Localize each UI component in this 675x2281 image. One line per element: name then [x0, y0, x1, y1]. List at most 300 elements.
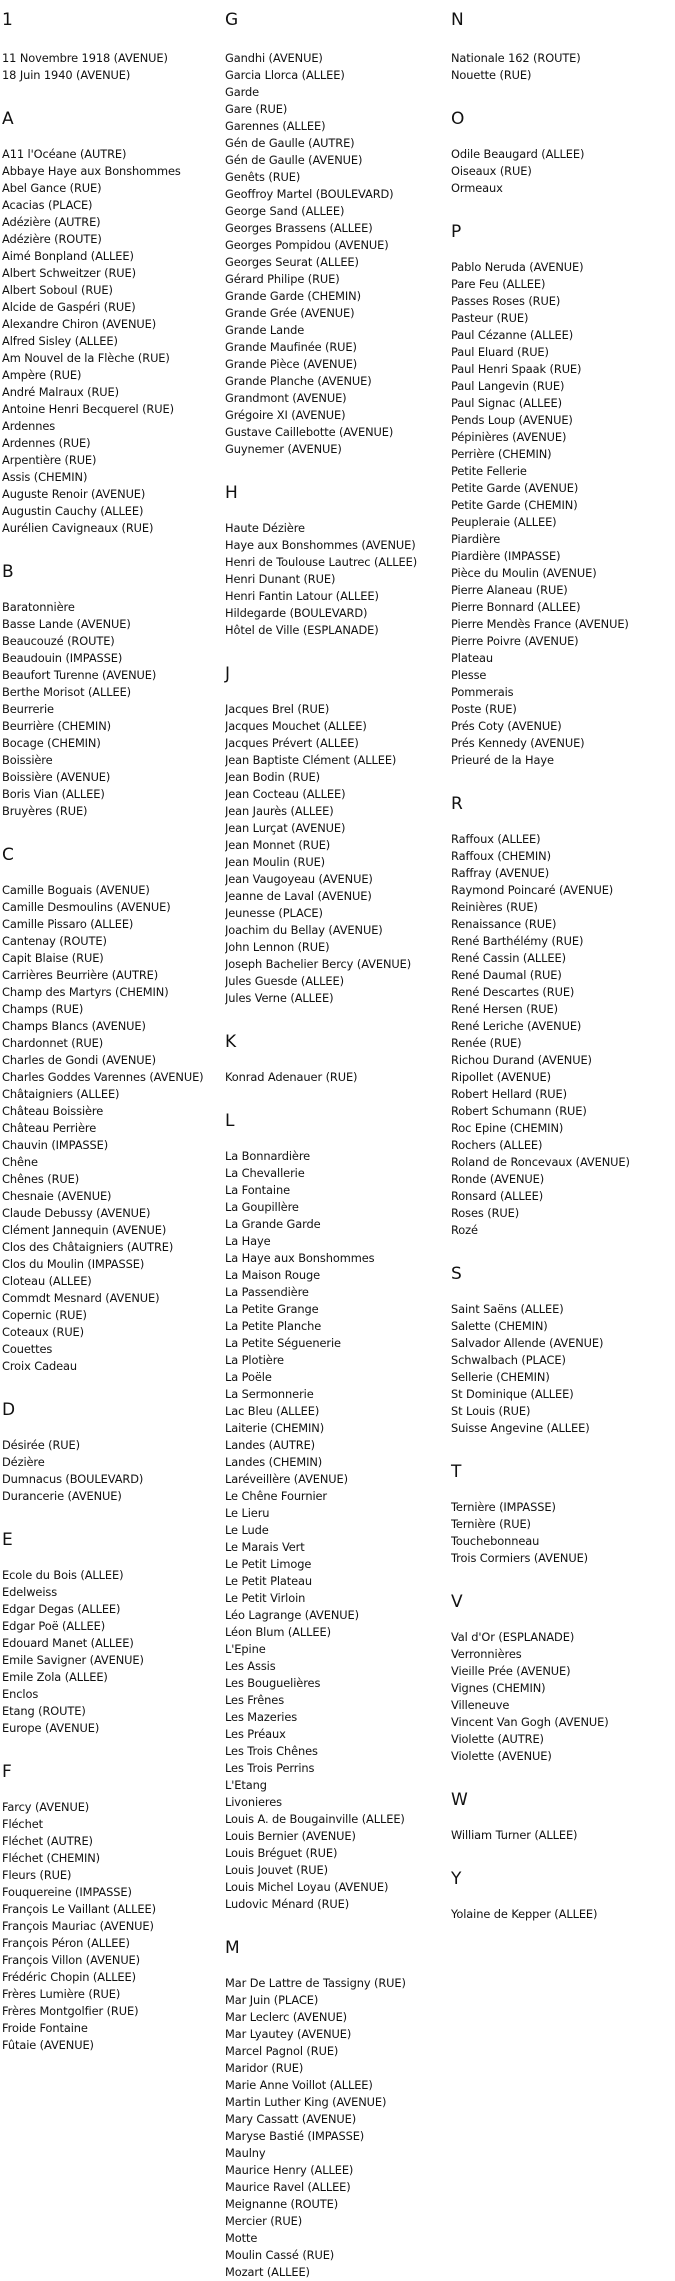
street-entry: Paul Signac (ALLEE) [451, 396, 562, 410]
street-entry: Sellerie (CHEMIN) [451, 1370, 550, 1384]
section-letter-heading: W [451, 1790, 468, 1810]
street-entry: Charles Goddes Varennes (AVENUE) [2, 1070, 204, 1084]
street-entry: Mary Cassatt (AVENUE) [225, 2112, 357, 2126]
street-entry: Bruyères (RUE) [2, 804, 88, 818]
street-entry: 18 Juin 1940 (AVENUE) [2, 68, 131, 82]
street-entry: Cloteau (ALLEE) [2, 1274, 92, 1288]
street-entry: Les Préaux [225, 1727, 286, 1741]
street-entry: Pièce du Moulin (AVENUE) [451, 566, 597, 580]
street-entry: Garennes (ALLEE) [225, 119, 326, 133]
street-entry: Touchebonneau [451, 1534, 540, 1548]
street-entry: Prés Coty (AVENUE) [451, 719, 562, 733]
street-entry: Boissière (AVENUE) [2, 770, 111, 784]
street-entry: René Hersen (RUE) [451, 1002, 558, 1016]
street-entry: Schwalbach (PLACE) [451, 1353, 566, 1367]
street-entry: Jacques Prévert (ALLEE) [225, 736, 359, 750]
street-entry: George Sand (ALLEE) [225, 204, 345, 218]
street-entry: Raffoux (CHEMIN) [451, 849, 551, 863]
street-entry: Marie Anne Voillot (ALLEE) [225, 2078, 373, 2092]
street-entry: Les Trois Perrins [225, 1761, 315, 1775]
street-entry: Boissière [2, 753, 53, 767]
street-entry: Grande Lande [225, 323, 305, 337]
street-entry: Léon Blum (ALLEE) [225, 1625, 331, 1639]
street-entry: Grande Planche (AVENUE) [225, 374, 372, 388]
street-entry: Paul Henri Spaak (RUE) [451, 362, 582, 376]
letter-section [451, 1869, 673, 1923]
street-entry: Beaudouin (IMPASSE) [2, 651, 123, 665]
street-entry: Frédéric Chopin (ALLEE) [2, 1970, 136, 1984]
street-entry: Chêne [2, 1155, 38, 1169]
street-entry: Maridor (RUE) [225, 2061, 304, 2075]
street-entry: Villeneuve [451, 1698, 510, 1712]
letter-section [451, 1790, 673, 1844]
street-entry: Champs Blancs (AVENUE) [2, 1019, 146, 1033]
street-entry: Pépinières (AVENUE) [451, 430, 567, 444]
street-entry: A11 l'Océane (AUTRE) [2, 147, 127, 161]
street-entry: Moulin Cassé (RUE) [225, 2248, 335, 2262]
street-entry: Fleurs (RUE) [2, 1868, 72, 1882]
street-entry: Camille Desmoulins (AVENUE) [2, 900, 171, 914]
street-entry: Georges Pompidou (AVENUE) [225, 238, 389, 252]
street-entry: René Daumal (RUE) [451, 968, 562, 982]
street-entry: La Passendière [225, 1285, 309, 1299]
street-entry: Clément Jannequin (AVENUE) [2, 1223, 167, 1237]
street-entry: Ronde (AVENUE) [451, 1172, 545, 1186]
street-entry: Abel Gance (RUE) [2, 181, 102, 195]
street-entry: Livonieres [225, 1795, 282, 1809]
letter-section [225, 1032, 447, 1086]
street-entry: Champs (RUE) [2, 1002, 84, 1016]
street-entry: Aurélien Cavigneaux (RUE) [2, 521, 154, 535]
street-entry: Petite Garde (CHEMIN) [451, 498, 578, 512]
street-entry: Les Assis [225, 1659, 276, 1673]
street-entry: Capit Blaise (RUE) [2, 951, 104, 965]
street-entry: Roc Epine (CHEMIN) [451, 1121, 564, 1135]
letter-section [225, 1938, 447, 2281]
street-entry: Grande Garde (CHEMIN) [225, 289, 361, 303]
street-entry: Pare Feu (ALLEE) [451, 277, 546, 291]
letter-section [451, 109, 673, 197]
street-entry: Louis Bernier (AVENUE) [225, 1829, 356, 1843]
street-entry: Croix Cadeau [2, 1359, 78, 1373]
street-entry: Grande Maufinée (RUE) [225, 340, 357, 354]
street-entry: Paul Eluard (RUE) [451, 345, 549, 359]
street-entry: Les Trois Chênes [225, 1744, 318, 1758]
street-entry: Assis (CHEMIN) [2, 470, 88, 484]
street-entry: Garde [225, 85, 260, 99]
street-entry: Farcy (AVENUE) [2, 1800, 90, 1814]
street-index-column-3 [451, 0, 673, 1923]
street-entry: Frères Montgolfier (RUE) [2, 2004, 139, 2018]
street-entry: Jean Moulin (RUE) [225, 855, 326, 869]
street-entry: Le Petit Virloin [225, 1591, 306, 1605]
street-entry: Georges Seurat (ALLEE) [225, 255, 359, 269]
street-entry: Albert Schweitzer (RUE) [2, 266, 136, 280]
street-entry: Vieille Prée (AVENUE) [451, 1664, 571, 1678]
street-entry: Pablo Neruda (AVENUE) [451, 260, 584, 274]
street-entry: Vignes (CHEMIN) [451, 1681, 546, 1695]
street-entry: William Turner (ALLEE) [451, 1828, 578, 1842]
street-entry: Couettes [2, 1342, 53, 1356]
street-entry: Fléchet (AUTRE) [2, 1834, 93, 1848]
street-entry: Pierre Mendès France (AVENUE) [451, 617, 629, 631]
section-letter-heading: A [2, 109, 14, 129]
street-entry: Marcel Pagnol (RUE) [225, 2044, 339, 2058]
street-entry: La Petite Séguenerie [225, 1336, 341, 1350]
section-letter-heading: R [451, 794, 463, 814]
street-entry: Ripollet (AVENUE) [451, 1070, 551, 1084]
street-entry: Jean Lurçat (AVENUE) [225, 821, 346, 835]
street-entry: Bocage (CHEMIN) [2, 736, 101, 750]
street-entry: Gérard Philipe (RUE) [225, 272, 340, 286]
street-entry: Coteaux (RUE) [2, 1325, 84, 1339]
street-entry: Nouette (RUE) [451, 68, 532, 82]
street-entry: Jules Guesde (ALLEE) [225, 974, 344, 988]
street-entry: Raffoux (ALLEE) [451, 832, 541, 846]
street-entry: Jean Baptiste Clément (ALLEE) [225, 753, 397, 767]
letter-section [225, 1111, 447, 1913]
street-entry: Ternière (RUE) [451, 1517, 531, 1531]
street-entry: Adézière (ROUTE) [2, 232, 102, 246]
street-entry: Georges Brassens (ALLEE) [225, 221, 373, 235]
street-entry: Europe (AVENUE) [2, 1721, 100, 1735]
street-entry: Fûtaie (AVENUE) [2, 2038, 94, 2052]
street-entry: Louis Bréguet (RUE) [225, 1846, 338, 1860]
street-entry: Jacques Mouchet (ALLEE) [225, 719, 367, 733]
street-entry: Violette (AVENUE) [451, 1749, 552, 1763]
street-entry: La Grande Garde [225, 1217, 321, 1231]
street-entry: Petite Fellerie [451, 464, 527, 478]
street-entry: Prés Kennedy (AVENUE) [451, 736, 585, 750]
street-entry: Dézière [2, 1455, 45, 1469]
street-entry: Paul Langevin (RUE) [451, 379, 565, 393]
street-entry: Beaufort Turenne (AVENUE) [2, 668, 157, 682]
street-entry: Charles de Gondi (AVENUE) [2, 1053, 156, 1067]
street-entry: Chênes (RUE) [2, 1172, 80, 1186]
street-entry: Emile Savigner (AVENUE) [2, 1653, 144, 1667]
section-letter-heading: P [451, 222, 462, 242]
street-entry: Plesse [451, 668, 487, 682]
street-entry: Peupleraie (ALLEE) [451, 515, 557, 529]
street-entry: Prieuré de la Haye [451, 753, 554, 767]
street-entry: Plateau [451, 651, 493, 665]
street-entry: Robert Schumann (RUE) [451, 1104, 587, 1118]
street-entry: Adézière (AUTRE) [2, 215, 101, 229]
section-letter-heading: D [2, 1400, 16, 1420]
street-entry: René Cassin (ALLEE) [451, 951, 566, 965]
street-entry: Carrières Beurrière (AUTRE) [2, 968, 159, 982]
letter-section [451, 1264, 673, 1437]
street-entry: Camille Boguais (AVENUE) [2, 883, 150, 897]
street-entry: Renaissance (RUE) [451, 917, 557, 931]
street-entry: Edgar Degas (ALLEE) [2, 1602, 121, 1616]
letter-section [451, 222, 673, 769]
street-entry: L'Etang [225, 1778, 267, 1792]
street-entry: Alexandre Chiron (AVENUE) [2, 317, 157, 331]
street-entry: Martin Luther King (AVENUE) [225, 2095, 387, 2109]
street-entry: Salvador Allende (AVENUE) [451, 1336, 604, 1350]
street-entry: Beurrerie [2, 702, 54, 716]
street-entry: Commdt Mesnard (AVENUE) [2, 1291, 160, 1305]
street-entry: Jeunesse (PLACE) [225, 906, 323, 920]
street-entry: Paul Cézanne (ALLEE) [451, 328, 574, 342]
section-letter-heading: O [451, 109, 465, 129]
street-entry: André Malraux (RUE) [2, 385, 119, 399]
street-entry: Le Lude [225, 1523, 269, 1537]
street-entry: Le Petit Plateau [225, 1574, 313, 1588]
street-entry: Verronnières [451, 1647, 522, 1661]
street-entry: Laiterie (CHEMIN) [225, 1421, 325, 1435]
street-entry: La Petite Grange [225, 1302, 319, 1316]
letter-section [451, 794, 673, 1239]
street-entry: Salette (CHEMIN) [451, 1319, 548, 1333]
street-entry: Château Perrière [2, 1121, 97, 1135]
street-entry: Pommerais [451, 685, 514, 699]
street-entry: François Mauriac (AVENUE) [2, 1919, 154, 1933]
section-letter-heading: S [451, 1264, 462, 1284]
street-entry: Emile Zola (ALLEE) [2, 1670, 108, 1684]
street-entry: Violette (AUTRE) [451, 1732, 544, 1746]
street-entry: Poste (RUE) [451, 702, 517, 716]
street-entry: Enclos [2, 1687, 39, 1701]
street-entry: Haute Dézière [225, 521, 305, 535]
street-entry: Passes Roses (RUE) [451, 294, 561, 308]
street-entry: Augustin Cauchy (ALLEE) [2, 504, 144, 518]
street-entry: Chauvin (IMPASSE) [2, 1138, 109, 1152]
street-entry: Ampère (RUE) [2, 368, 82, 382]
letter-section [2, 1400, 224, 1505]
street-entry: Beurrière (CHEMIN) [2, 719, 111, 733]
street-entry: Mar De Lattre de Tassigny (RUE) [225, 1976, 406, 1990]
street-entry: Gén de Gaulle (AUTRE) [225, 136, 355, 150]
street-entry: Chesnaie (AVENUE) [2, 1189, 112, 1203]
street-entry: Beaucouzé (ROUTE) [2, 634, 115, 648]
section-letter-heading: K [225, 1032, 237, 1052]
street-entry: Gare (RUE) [225, 102, 288, 116]
street-entry: Claude Debussy (AVENUE) [2, 1206, 151, 1220]
street-entry: Frères Lumière (RUE) [2, 1987, 121, 2001]
street-entry: Chardonnet (RUE) [2, 1036, 104, 1050]
street-entry: Jean Monnet (RUE) [225, 838, 331, 852]
street-entry: René Barthélémy (RUE) [451, 934, 584, 948]
letter-section [225, 664, 447, 1007]
letter-section [2, 845, 224, 1375]
street-entry: Les Mazeries [225, 1710, 298, 1724]
street-entry: Yolaine de Kepper (ALLEE) [451, 1907, 598, 1921]
street-entry: Edelweiss [2, 1585, 58, 1599]
street-entry: Mercier (RUE) [225, 2214, 303, 2228]
street-entry: François Villon (AVENUE) [2, 1953, 140, 1967]
street-entry: Suisse Angevine (ALLEE) [451, 1421, 590, 1435]
street-entry: Louis Michel Loyau (AVENUE) [225, 1880, 389, 1894]
street-entry: Aimé Bonpland (ALLEE) [2, 249, 134, 263]
street-entry: Abbaye Haye aux Bonshommes [2, 164, 181, 178]
street-entry: Camille Pissaro (ALLEE) [2, 917, 134, 931]
street-entry: Louis A. de Bougainville (ALLEE) [225, 1812, 405, 1826]
section-letter-heading: H [225, 483, 238, 503]
street-entry: Ormeaux [451, 181, 503, 195]
street-entry: Le Petit Limoge [225, 1557, 312, 1571]
street-entry: Grande Grée (AVENUE) [225, 306, 355, 320]
street-entry: La Fontaine [225, 1183, 291, 1197]
section-letter-heading: 1 [2, 10, 13, 30]
street-entry: René Leriche (AVENUE) [451, 1019, 582, 1033]
street-entry: Maurice Henry (ALLEE) [225, 2163, 354, 2177]
street-entry: Pierre Alaneau (RUE) [451, 583, 568, 597]
street-entry: Val d'Or (ESPLANADE) [451, 1630, 575, 1644]
street-entry: Roses (RUE) [451, 1206, 520, 1220]
street-entry: Nationale 162 (ROUTE) [451, 51, 581, 65]
street-entry: Pasteur (RUE) [451, 311, 529, 325]
street-entry: Jean Cocteau (ALLEE) [225, 787, 346, 801]
street-entry: Roland de Roncevaux (AVENUE) [451, 1155, 630, 1169]
street-entry: La Sermonnerie [225, 1387, 314, 1401]
street-entry: Gén de Gaulle (AVENUE) [225, 153, 363, 167]
street-entry: Fouquereine (IMPASSE) [2, 1885, 132, 1899]
street-entry: Odile Beaugard (ALLEE) [451, 147, 585, 161]
street-entry: Alcide de Gaspéri (RUE) [2, 300, 136, 314]
street-entry: Landes (CHEMIN) [225, 1455, 323, 1469]
street-entry: Grandmont (AVENUE) [225, 391, 347, 405]
letter-section [2, 1762, 224, 2054]
street-entry: La Chevallerie [225, 1166, 305, 1180]
street-entry: Château Boissière [2, 1104, 104, 1118]
street-entry: Mozart (ALLEE) [225, 2265, 310, 2279]
street-index-column-2 [225, 0, 447, 2281]
street-entry: Hôtel de Ville (ESPLANADE) [225, 623, 379, 637]
street-entry: Petite Garde (AVENUE) [451, 481, 579, 495]
section-letter-heading: N [451, 10, 464, 30]
street-entry: Maryse Bastié (IMPASSE) [225, 2129, 365, 2143]
street-entry: Albert Soboul (RUE) [2, 283, 113, 297]
street-entry: Durancerie (AVENUE) [2, 1489, 122, 1503]
street-entry: Edouard Manet (ALLEE) [2, 1636, 134, 1650]
street-entry: Mar Juin (PLACE) [225, 1993, 319, 2007]
street-entry: Clos des Châtaigniers (AUTRE) [2, 1240, 174, 1254]
street-entry: La Plotière [225, 1353, 284, 1367]
street-entry: Piardière [451, 532, 501, 546]
street-entry: Geoffroy Martel (BOULEVARD) [225, 187, 394, 201]
street-entry: Ardennes (RUE) [2, 436, 91, 450]
street-entry: Renée (RUE) [451, 1036, 522, 1050]
street-entry: Dumnacus (BOULEVARD) [2, 1472, 144, 1486]
street-entry: Froide Fontaine [2, 2021, 88, 2035]
street-entry: Ternière (IMPASSE) [451, 1500, 556, 1514]
street-entry: 11 Novembre 1918 (AVENUE) [2, 51, 168, 65]
street-entry: Gandhi (AVENUE) [225, 51, 323, 65]
street-entry: Jean Jaurès (ALLEE) [225, 804, 334, 818]
street-entry: Jean Bodin (RUE) [225, 770, 320, 784]
street-entry: Edgar Poë (ALLEE) [2, 1619, 106, 1633]
street-entry: Hildegarde (BOULEVARD) [225, 606, 368, 620]
street-entry: Pierre Bonnard (ALLEE) [451, 600, 581, 614]
street-entry: Meignanne (ROUTE) [225, 2197, 339, 2211]
street-entry: Grande Pièce (AVENUE) [225, 357, 358, 371]
street-entry: La Poële [225, 1370, 272, 1384]
section-letter-heading: J [225, 664, 231, 684]
street-entry: Lac Bleu (ALLEE) [225, 1404, 320, 1418]
street-entry: Basse Lande (AVENUE) [2, 617, 131, 631]
street-entry: Berthe Morisot (ALLEE) [2, 685, 132, 699]
street-entry: Ludovic Ménard (RUE) [225, 1897, 350, 1911]
section-letter-heading: C [2, 845, 14, 865]
street-entry: Richou Durand (AVENUE) [451, 1053, 592, 1067]
street-entry: Saint Saëns (ALLEE) [451, 1302, 564, 1316]
street-entry: Ardennes [2, 419, 56, 433]
street-entry: Fléchet [2, 1817, 43, 1831]
street-entry: Auguste Renoir (AVENUE) [2, 487, 146, 501]
street-entry: Ronsard (ALLEE) [451, 1189, 544, 1203]
street-entry: Rochers (ALLEE) [451, 1138, 543, 1152]
street-entry: La Goupillère [225, 1200, 299, 1214]
street-entry: St Dominique (ALLEE) [451, 1387, 574, 1401]
street-entry: François Le Vaillant (ALLEE) [2, 1902, 156, 1916]
street-entry: Perrière (CHEMIN) [451, 447, 552, 461]
letter-section [225, 10, 447, 458]
street-entry: Landes (AUTRE) [225, 1438, 316, 1452]
letter-section [225, 483, 447, 639]
street-entry: Désirée (RUE) [2, 1438, 80, 1452]
street-entry: Cantenay (ROUTE) [2, 934, 107, 948]
street-entry: La Haye [225, 1234, 271, 1248]
street-entry: Joachim du Bellay (AVENUE) [225, 923, 383, 937]
street-index-column-1 [2, 0, 224, 2054]
street-entry: Trois Cormiers (AVENUE) [451, 1551, 589, 1565]
street-entry: Les Frênes [225, 1693, 285, 1707]
street-entry: Boris Vian (ALLEE) [2, 787, 105, 801]
street-entry: Acacias (PLACE) [2, 198, 93, 212]
street-entry: Gustave Caillebotte (AVENUE) [225, 425, 394, 439]
street-entry: Vincent Van Gogh (AVENUE) [451, 1715, 609, 1729]
street-entry: Mar Leclerc (AVENUE) [225, 2010, 348, 2024]
section-letter-heading: T [451, 1462, 462, 1482]
street-entry: Le Chêne Fournier [225, 1489, 327, 1503]
letter-section [451, 1592, 673, 1765]
street-entry: Am Nouvel de la Flèche (RUE) [2, 351, 170, 365]
street-entry: Arpentière (RUE) [2, 453, 97, 467]
section-letter-heading: Y [451, 1869, 462, 1889]
section-letter-heading: L [225, 1111, 235, 1131]
street-entry: Guynemer (AVENUE) [225, 442, 342, 456]
street-entry: Raymond Poincaré (AVENUE) [451, 883, 614, 897]
street-entry: Joseph Bachelier Bercy (AVENUE) [225, 957, 412, 971]
street-entry: Ecole du Bois (ALLEE) [2, 1568, 124, 1582]
street-entry: René Descartes (RUE) [451, 985, 575, 999]
street-entry: Le Marais Vert [225, 1540, 305, 1554]
street-entry: L'Epine [225, 1642, 266, 1656]
street-entry: Jacques Brel (RUE) [225, 702, 330, 716]
street-entry: Laréveillère (AVENUE) [225, 1472, 348, 1486]
section-letter-heading: G [225, 10, 239, 30]
section-letter-heading: F [2, 1762, 12, 1782]
street-entry: Piardière (IMPASSE) [451, 549, 561, 563]
street-entry: Haye aux Bonshommes (AVENUE) [225, 538, 416, 552]
street-entry: Clos du Moulin (IMPASSE) [2, 1257, 145, 1271]
street-entry: Reinières (RUE) [451, 900, 538, 914]
street-entry: Etang (ROUTE) [2, 1704, 86, 1718]
street-entry: Baratonnière [2, 600, 75, 614]
letter-section [2, 109, 224, 537]
street-entry: Henri Dunant (RUE) [225, 572, 336, 586]
street-entry: Henri de Toulouse Lautrec (ALLEE) [225, 555, 418, 569]
street-entry: Henri Fantin Latour (ALLEE) [225, 589, 379, 603]
letter-section [2, 10, 224, 84]
letter-section [2, 562, 224, 820]
street-entry: Jules Verne (ALLEE) [225, 991, 334, 1005]
street-entry: Champ des Martyrs (CHEMIN) [2, 985, 169, 999]
street-entry: Motte [225, 2231, 258, 2245]
street-entry: La Maison Rouge [225, 1268, 320, 1282]
